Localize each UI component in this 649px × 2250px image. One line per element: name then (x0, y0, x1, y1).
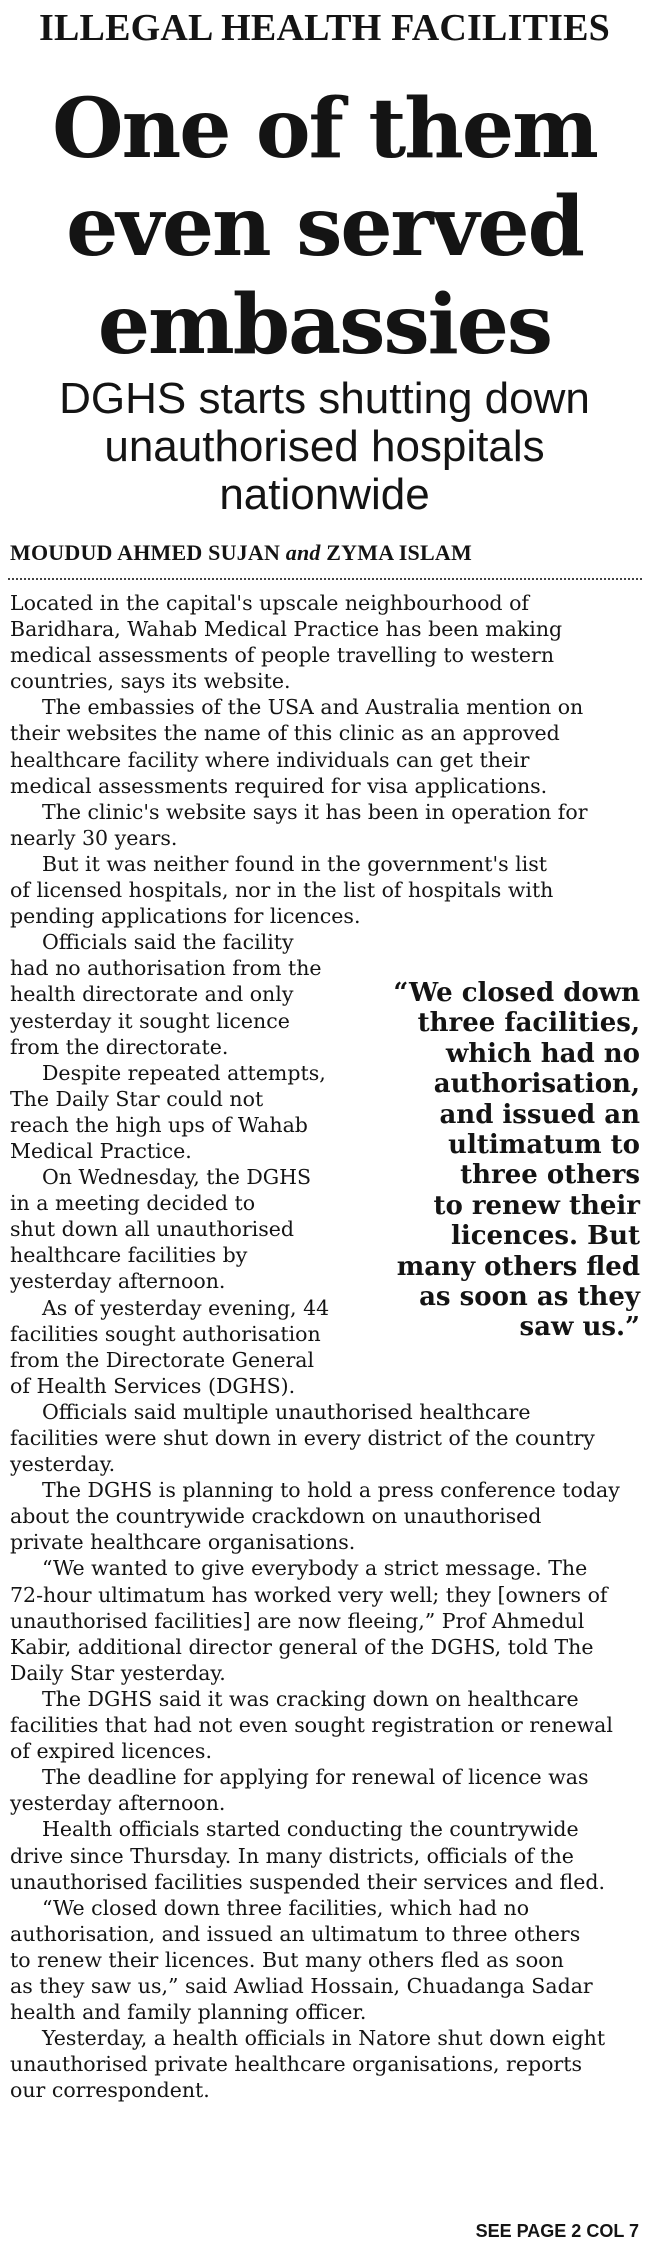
pull-quote (380, 978, 640, 1343)
body-text-line: Officials said the facility (42, 930, 294, 955)
headline-line: even served (66, 179, 583, 275)
byline-conjunction: and (285, 540, 321, 565)
body-text-line: health directorate and only (10, 982, 294, 1007)
subheadline-line: DGHS starts shutting down (59, 374, 590, 423)
subheadline-line: unauthorised hospitals (104, 422, 545, 471)
body-text-line: healthcare facility where individuals can get their (10, 747, 530, 772)
headline-line: One of them (52, 81, 597, 177)
pull-quote-line: three facilities, (417, 1008, 640, 1039)
body-text-line: As of yesterday evening, 44 (42, 1295, 330, 1320)
body-text-line: had no authorisation from the (10, 956, 322, 981)
body-text-line: unauthorised facilities] are now fleeing,” Prof Ahmedul (10, 1608, 585, 1633)
body-text-line: from the directorate. (10, 1034, 229, 1059)
body-text-line: their websites the name of this clinic as an approved (10, 721, 560, 746)
body-text-line: private healthcare organisations. (10, 1530, 356, 1555)
subheadline (0, 375, 649, 519)
body-text-line: medical assessments of people travelling to western (10, 643, 555, 668)
body-text-line: unauthorised facilities suspended their services and fled. (10, 1869, 605, 1894)
body-text-line: Kabir, additional director general of the DGHS, told The (10, 1634, 594, 1659)
body-text-line: The deadline for applying for renewal of licence was (42, 1765, 589, 1790)
body-text-line: “We closed down three facilities, which had no (42, 1895, 530, 1920)
body-text-line: nearly 30 years. (10, 825, 178, 850)
body-text-line: of expired licences. (10, 1739, 212, 1764)
body-text-line: facilities that had not even sought registration or renewal (10, 1713, 613, 1738)
pull-quote-line: as soon as they (419, 1282, 640, 1313)
body-text-line: health and family planning officer. (10, 2000, 367, 2025)
body-text-line: authorisation, and issued an ultimatum to three others (10, 1921, 581, 1946)
body-text-line: drive since Thursday. In many districts, officials of the (10, 1843, 574, 1868)
body-text-line: Despite repeated attempts, (42, 1060, 326, 1085)
continuation-line: SEE PAGE 2 COL 7 (475, 2221, 639, 2241)
body-text-line: The DGHS is planning to hold a press conference today (42, 1478, 620, 1503)
body-text-line: The embassies of the USA and Australia mention on (42, 695, 584, 720)
body-text-line: about the countrywide crackdown on unauthorised (10, 1504, 542, 1529)
body-text-line: yesterday afternoon. (10, 1791, 226, 1816)
body-text-line: facilities were shut down in every district of the country (10, 1426, 595, 1450)
headline (0, 80, 649, 374)
body-text-line: of Health Services (DGHS). (10, 1373, 296, 1398)
body-text-line: The clinic's website says it has been in operation for (42, 799, 588, 824)
body-text-line: Baridhara, Wahab Medical Practice has been making (10, 617, 563, 642)
body-text-line: healthcare facilities by (10, 1243, 248, 1268)
body-text-line: as they saw us,” said Awliad Hossain, Chuadanga Sadar (10, 1973, 593, 1998)
body-text-line: pending applications for licences. (10, 904, 361, 929)
body-text-line: Located in the capital's upscale neighbourhood of (10, 591, 529, 615)
author-name: MOUDUD AHMED SUJAN (10, 540, 281, 565)
article-body (10, 590, 642, 2103)
body-text-line: unauthorised private healthcare organisations, reports (10, 2052, 582, 2077)
body-text-line: On Wednesday, the DGHS (42, 1165, 312, 1190)
body-text-line: 72-hour ultimatum has worked very well; they [owners of (10, 1582, 608, 1607)
pull-quote-line: to renew their (433, 1190, 640, 1221)
body-text-line: Yesterday, a health officials in Natore shut down eight (42, 2026, 606, 2051)
body-text-line: our correspondent. (10, 2078, 210, 2103)
body-text-line: yesterday it sought licence (10, 1008, 290, 1033)
body-text-line: in a meeting decided to (10, 1191, 256, 1216)
pull-quote-line: ultimatum to (448, 1130, 640, 1161)
pull-quote-line: licences. But (450, 1221, 640, 1252)
body-text-line: medical assessments required for visa applications. (10, 773, 548, 798)
pull-quote-line: and issued an (439, 1099, 640, 1130)
body-text-line: yesterday. (10, 1452, 116, 1477)
body-text-line: Medical Practice. (10, 1138, 192, 1163)
body-text-line: facilities sought authorisation (10, 1321, 321, 1346)
body-text-line: shut down all unauthorised (10, 1217, 295, 1242)
body-text-line: yesterday afternoon. (10, 1269, 226, 1294)
author-name: ZYMA ISLAM (326, 540, 472, 565)
pull-quote-line: “We closed down (393, 978, 640, 1008)
body-text-line: The DGHS said it was cracking down on healthcare (42, 1686, 579, 1711)
body-text-line: from the Directorate General (10, 1347, 315, 1372)
body-text-line: “We wanted to give everybody a strict message. The (42, 1556, 588, 1581)
body-text-line: But it was neither found in the government's list (42, 851, 547, 876)
body-text-line: The Daily Star could not (10, 1086, 264, 1111)
pull-quote-line: authorisation, (433, 1069, 640, 1100)
body-text-line: reach the high ups of Wahab (10, 1112, 308, 1137)
headline-line: embassies (97, 277, 552, 373)
pull-quote-line: three others (460, 1160, 640, 1191)
body-text-line: Daily Star yesterday. (10, 1660, 226, 1685)
kicker: ILLEGAL HEALTH FACILITIES (39, 7, 610, 49)
body-text-line: Officials said multiple unauthorised healthcare (42, 1399, 531, 1424)
body-text-line: to renew their licences. But many others fled as soon (10, 1947, 564, 1972)
body-text-line: countries, says its website. (10, 669, 291, 694)
subheadline-line: nationwide (219, 470, 430, 519)
byline (10, 540, 472, 566)
dotted-divider (8, 578, 642, 580)
pull-quote-line: saw us.” (519, 1312, 640, 1343)
body-text-line: of licensed hospitals, nor in the list of hospitals with (10, 878, 554, 903)
pull-quote-line: many others fled (396, 1251, 640, 1282)
pull-quote-line: which had no (445, 1038, 640, 1069)
body-text-line: Health officials started conducting the countrywide (42, 1817, 579, 1842)
